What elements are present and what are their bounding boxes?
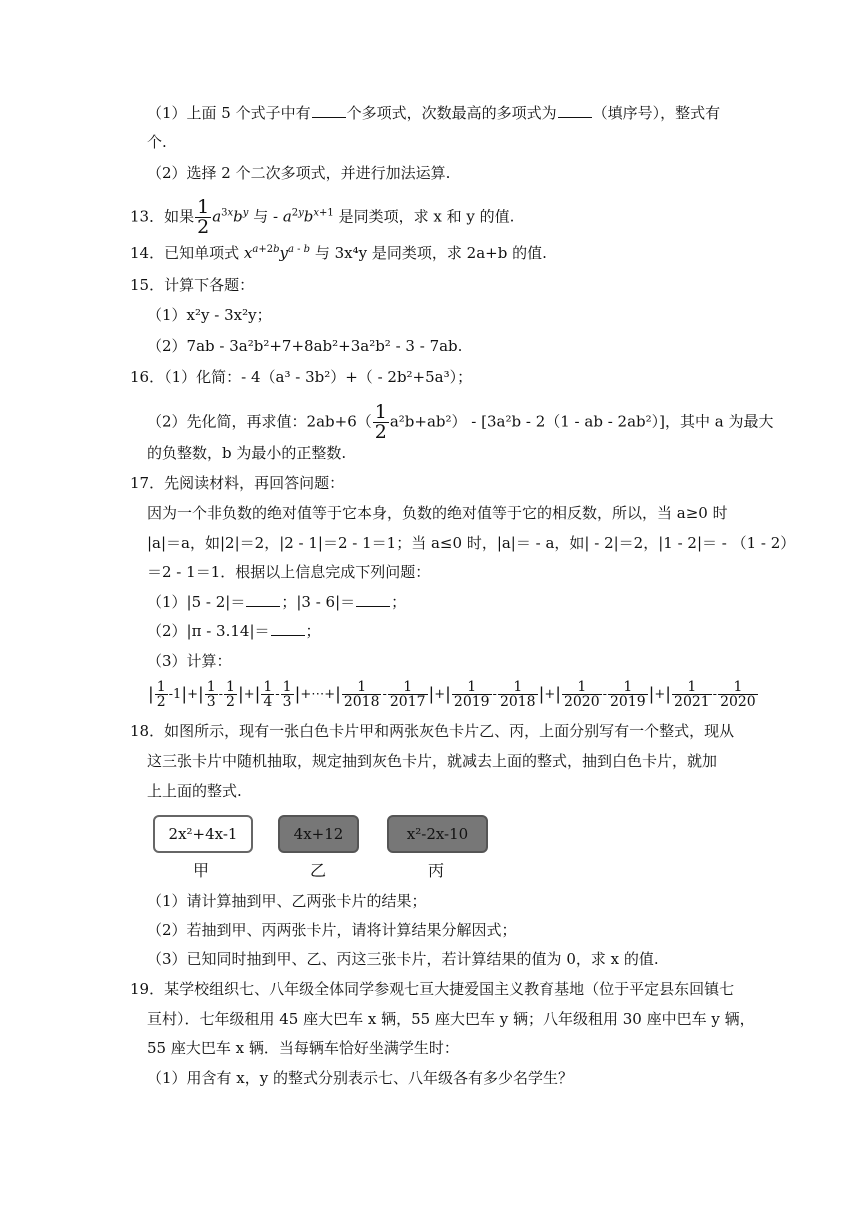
q16-part2-cont: 的负整数，b 为最小的正整数. [147,444,347,462]
q17-material-line2: |a|＝a，如|2|＝2，|2 - 1|＝2 - 1＝1；当 a≤0 时，|a|＝ - a，如| - 2|＝2，|1 - 2|＝ - （1 - 2） [147,534,796,552]
card-label-bing: 丙 [428,861,445,880]
card-yi: 4x+12 [278,815,359,853]
answer-blank[interactable] [558,102,592,118]
card-bing: x²-2x-10 [387,815,488,853]
q18-line3: 上上面的整式. [147,782,242,800]
answer-blank[interactable] [246,591,280,607]
q17-title: 17．先阅读材料，再回答问题： [130,474,345,492]
q17-part2: （2）|π - 3.14|＝ ； [147,622,321,640]
fraction-half: $\frac{1}{2}$ [197,196,210,238]
q18-line1: 18．如图所示，现有一张白色卡片甲和两张灰色卡片乙、丙，上面分别写有一个整式，现从 [130,722,735,740]
q18-part3: （3）已知同时抽到甲、乙、丙这三张卡片，若计算结果的值为 0，求 x 的值. [147,950,659,968]
q17-part3: （3）计算： [147,652,232,670]
q15-title: 15．计算下各题： [130,276,255,294]
card-label-yi: 乙 [310,861,327,880]
fraction-half: $\frac{1}{2}$ [374,401,387,443]
q12-part2: （2）选择 2 个二次多项式，并进行加法运算. [147,164,451,182]
q16-part1: 16．（1）化简：- 4（a³ - 3b²）+（ - 2b²+5a³）； [130,368,473,386]
answer-blank[interactable] [271,620,305,636]
q17-material-line3: ＝2 - 1＝1．根据以上信息完成下列问题： [147,563,431,581]
q19-line2: 亘村）．七年级租用 45 座大巴车 x 辆，55 座大巴车 y 辆；八年级租用 30 座中巴车 y 辆， [147,1010,755,1028]
q15-part2: （2）7ab - 3a²b²+7+8ab²+3a²b² - 3 - 7ab. [147,337,463,355]
q12-part1-cont: 个. [147,133,167,151]
q18-part1: （1）请计算抽到甲、乙两张卡片的结果； [147,892,427,910]
q17-material-line1: 因为一个非负数的绝对值等于它本身，负数的绝对值等于它的相反数，所以，当 a≥0 时 [147,504,728,522]
q13: 13．如果 $\frac{1}{2}$ $a^{3x}b^y$ 与 - $a^{2y}b^{x+1}$ 是同类项，求 x 和 y 的值. [130,196,515,238]
q12-part1: （1）上面 5 个式子中有 个多项式，次数最高的多项式为 （填序号），整式有 [147,104,721,122]
q17-expression: | $\frac{1}{2}$ -1|+| $\frac{1}{3}$ - $\frac{1}{2}$ |+| $\frac{1}{4}$ - $\frac{1}{3}$ |+⋯+| $\frac{1}{2018}$ - $\frac{1}{2017}$ |+| $\frac{1}{2019}$ - $\frac{1}{2018}$ |+| $\frac{1}{2020}$ - $\frac{1}{2019}$ |+| $\frac{1}{2021}$ - $\frac{1}{2020}$ [148,679,756,710]
q19-part1: （1）用含有 x，y 的整式分别表示七、八年级各有多少名学生？ [147,1069,574,1087]
q14: 14．已知单项式 $x^{a+2b}y^{a - b}$ 与 3x⁴y 是同类项，求 2a+b 的值. [130,244,547,262]
q15-part1: （1）x²y - 3x²y； [147,306,272,324]
card-jia: 2x²+4x-1 [153,815,253,853]
q19-line3: 55 座大巴车 x 辆．当每辆车恰好坐满学生时： [147,1039,459,1057]
card-label-jia: 甲 [193,861,210,880]
answer-blank[interactable] [356,591,390,607]
q16-part2: （2）先化简，再求值：2ab+6（ $\frac{1}{2}$ a²b+ab²） - [3a²b - 2（1 - ab - 2ab²）]，其中 a 为最大 [147,401,774,443]
q18-part2: （2）若抽到甲、丙两张卡片，请将计算结果分解因式； [147,921,517,939]
q18-line2: 这三张卡片中随机抽取，规定抽到灰色卡片，就减去上面的整式，抽到白色卡片，就加 [147,752,718,770]
q19-line1: 19．某学校组织七、八年级全体同学参观七亘大捷爱国主义教育基地（位于平定县东回镇七 [130,980,735,998]
q17-part1: （1）|5 - 2|＝ ；|3 - 6|＝ ； [147,593,407,611]
answer-blank[interactable] [312,102,346,118]
